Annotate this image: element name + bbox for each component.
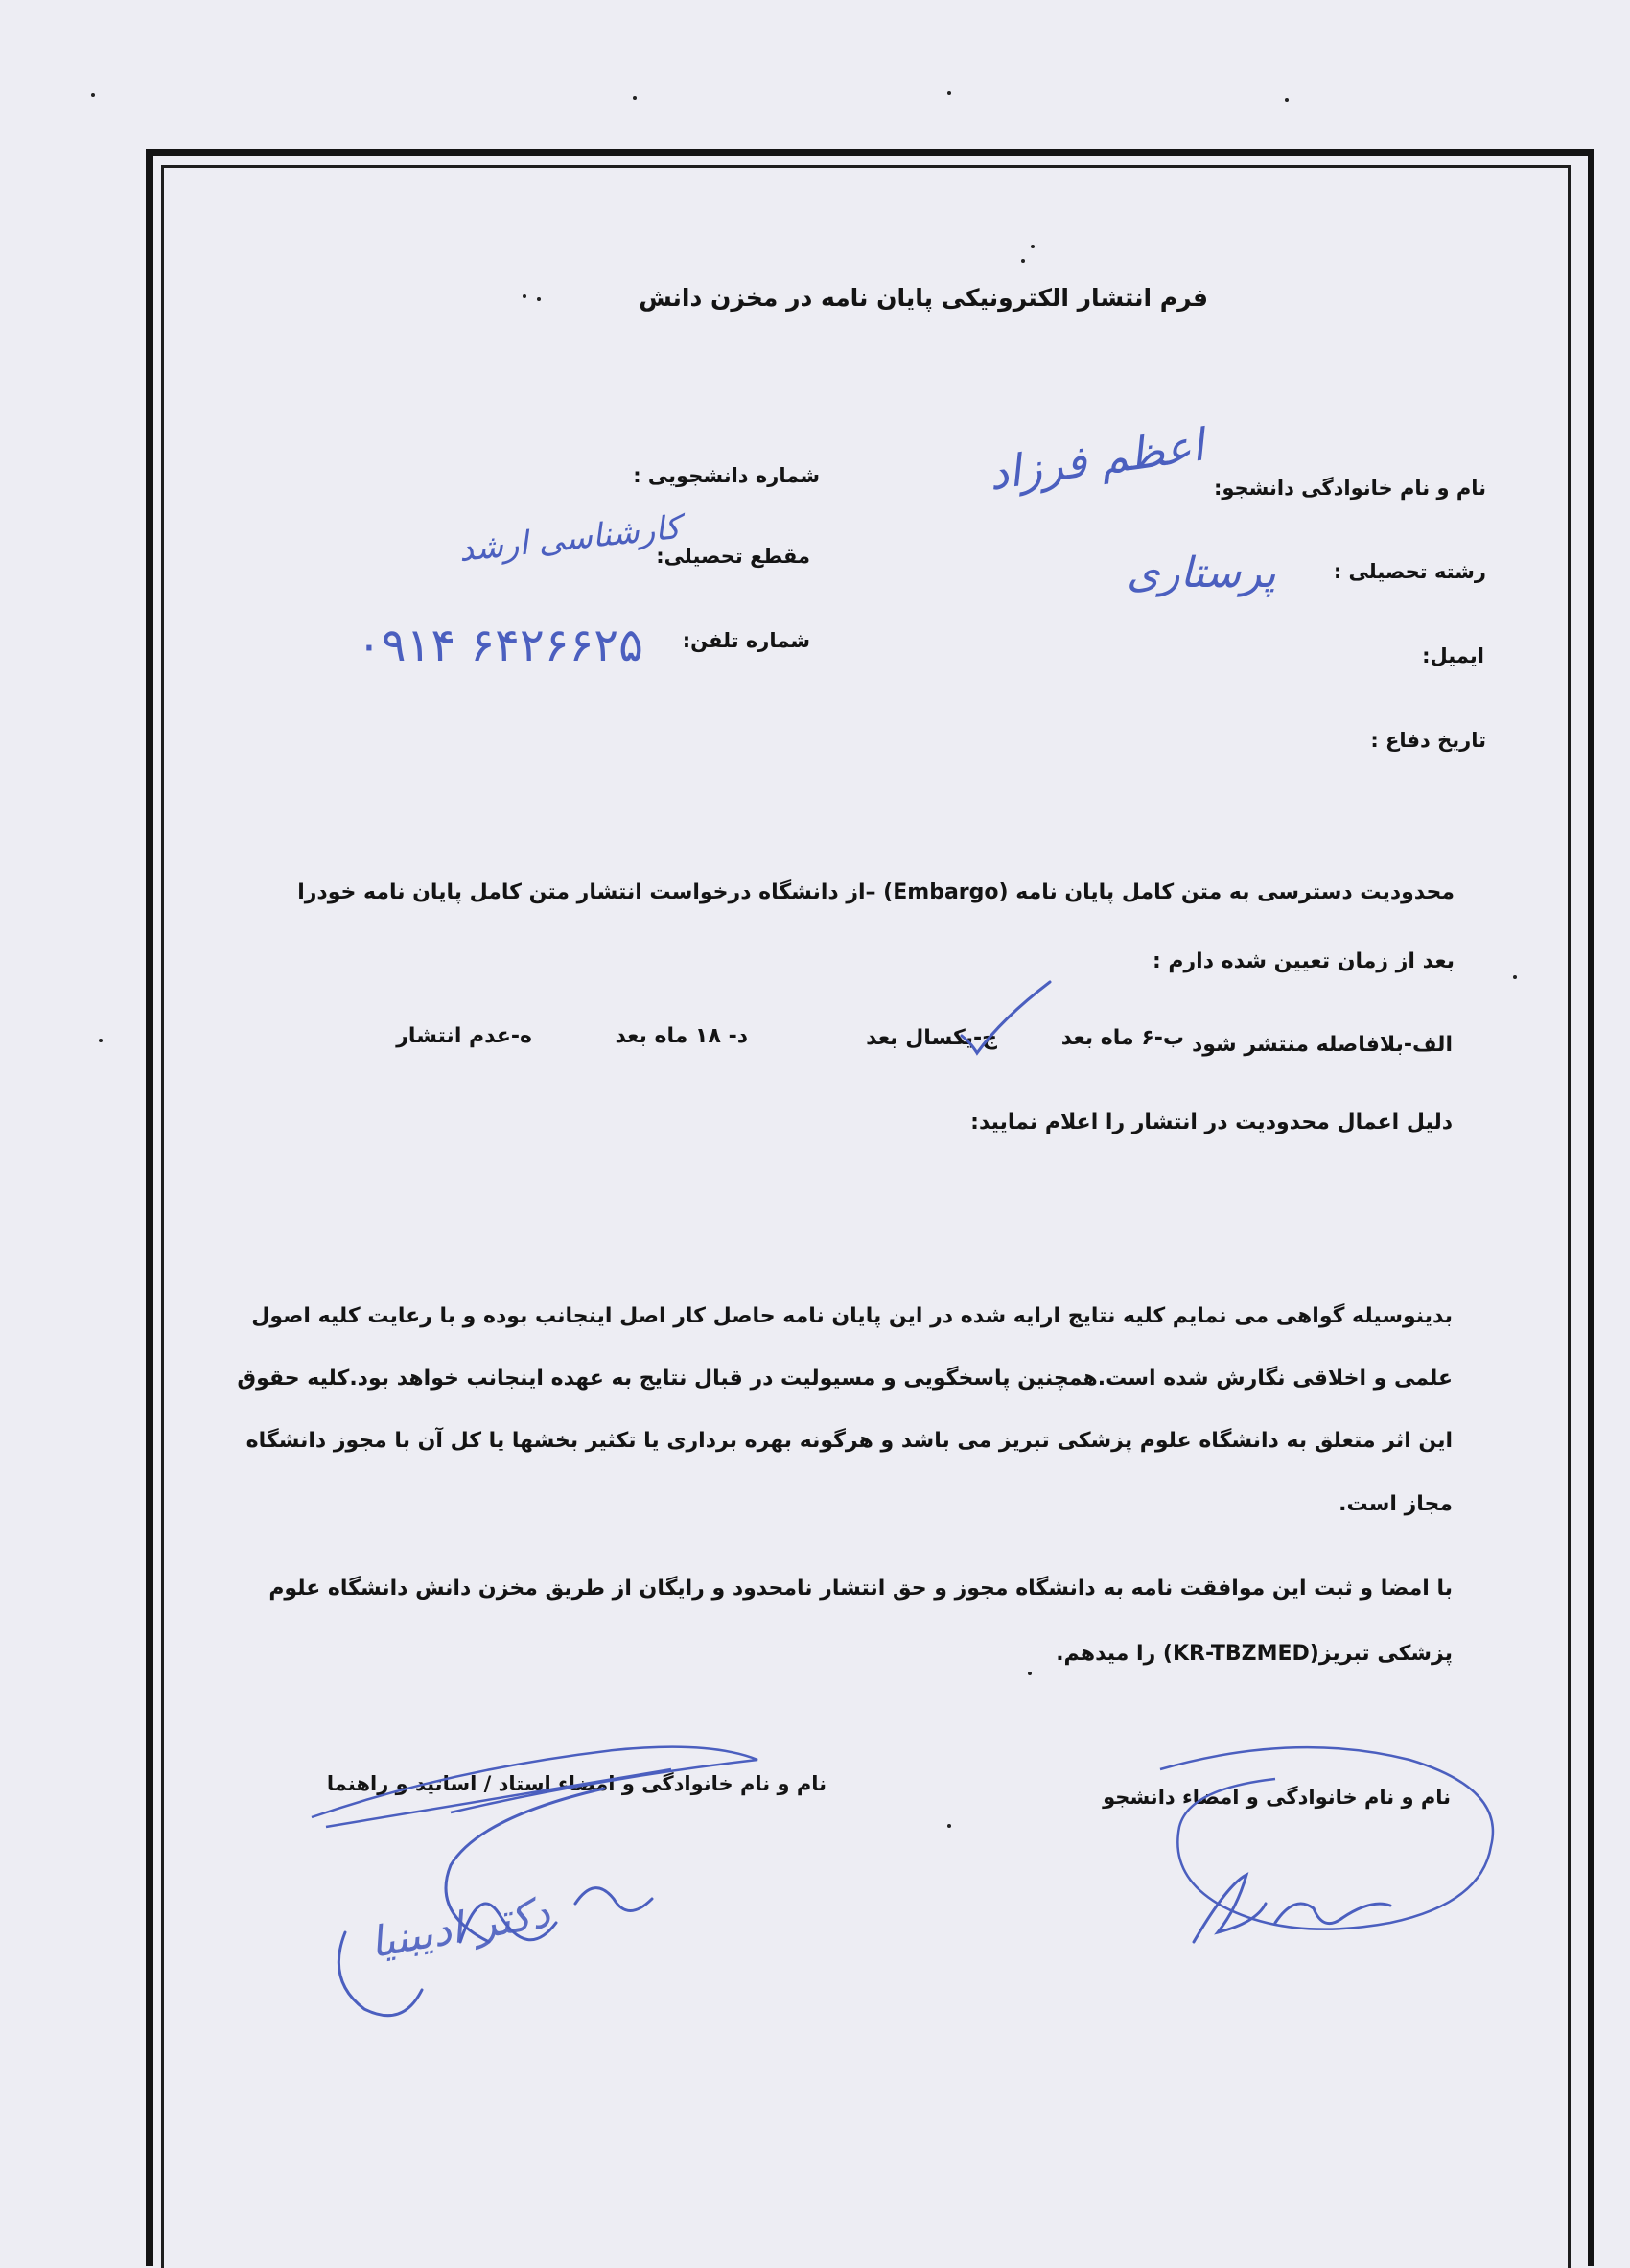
embargo-option-b[interactable]: ب-۶ ماه بعد bbox=[1060, 1026, 1184, 1050]
scan-speck bbox=[947, 91, 951, 95]
handwritten-student-name: ا‌عظم فرزاد bbox=[985, 418, 1207, 501]
scan-speck bbox=[99, 1039, 103, 1042]
embargo-option-a[interactable]: الف-بلافاصله منتشر شود bbox=[1191, 1033, 1453, 1057]
scan-speck bbox=[1031, 245, 1035, 248]
embargo-option-e[interactable]: ه-عدم انتشار bbox=[396, 1024, 532, 1048]
field-of-study-label: رشته تحصیلی : bbox=[1333, 560, 1486, 583]
student-id-label: شماره دانشجویی : bbox=[633, 464, 820, 487]
declaration-line1: بدینوسیله گواهی می نمایم کلیه نتایج ارایه شده در این پایان نامه حاصل کار اصل اینجانب بوده و با رعایت کلیه اصول bbox=[251, 1304, 1453, 1328]
scan-speck bbox=[523, 294, 526, 298]
handwritten-phone: ۰۹۱۴ ۶۴۲۶۶۲۵ bbox=[357, 619, 643, 672]
student-signature-image bbox=[1103, 1741, 1515, 1990]
student-name-label: نام و نام خانوادگی دانشجو: bbox=[1213, 477, 1486, 500]
embargo-option-d[interactable]: د- ۱۸ ماه بعد bbox=[615, 1024, 748, 1048]
handwritten-degree: کارشناسی ارشد bbox=[456, 507, 683, 571]
declaration-line4: مجاز است. bbox=[1339, 1492, 1453, 1516]
scan-speck bbox=[91, 93, 95, 97]
declaration-line3: این اثر متعلق به دانشگاه علوم پزشکی تبریز می باشد و هرگونه بهره برداری یا تکثیر بخشها یا کل آن با مجوز دانشگاه bbox=[245, 1429, 1453, 1453]
scan-speck bbox=[1285, 98, 1289, 102]
scan-speck bbox=[1021, 259, 1025, 263]
supervisor-signature-label: نام و نام خانوادگی و امضاء استاد / اساتید و راهنما bbox=[326, 1772, 827, 1795]
handwritten-supervisor-name: دکتر ادیبنیا bbox=[366, 1887, 554, 1969]
declaration-line2: علمی و اخلاقی نگارش شده است.همچنین پاسخگویی و مسیولیت در قبال نتایج به عهده اینجانب خواهد بود.کلیه حقوق bbox=[237, 1367, 1453, 1391]
supervisor-signature-image bbox=[307, 1731, 805, 2038]
license-line1: با امضا و ثبت این موافقت نامه به دانشگاه مجوز و حق انتشار نامحدود و رایگان از طریق مخزن دانش دانشگاه علوم bbox=[268, 1577, 1453, 1601]
embargo-reason-label: دلیل اعمال محدودیت در انتشار را اعلام نمایید: bbox=[970, 1111, 1453, 1134]
scan-speck bbox=[633, 96, 637, 100]
embargo-option-c[interactable]: ج-یکسال بعد bbox=[866, 1026, 997, 1050]
scan-speck bbox=[947, 1824, 951, 1828]
phone-label: شماره تلفن: bbox=[682, 629, 810, 652]
checkmark-icon bbox=[954, 976, 1060, 1063]
license-line2: پزشکی تبریز(KR-TBZMED) را میدهم. bbox=[1056, 1642, 1453, 1666]
scan-speck bbox=[537, 297, 541, 301]
embargo-text-line2: بعد از زمان تعیین شده دارم : bbox=[1152, 949, 1455, 973]
embargo-text-line1: محدودیت دسترسی به متن کامل پایان نامه (Embargo) –از دانشگاه درخواست انتشار متن کامل پایان نامه خودرا bbox=[297, 880, 1455, 904]
degree-label: مقطع تحصیلی: bbox=[656, 545, 810, 568]
handwritten-field-of-study: پرستاری bbox=[1127, 549, 1276, 597]
scan-speck bbox=[1513, 975, 1517, 979]
defense-date-label: تاریخ دفاع : bbox=[1370, 729, 1486, 752]
scan-speck bbox=[1028, 1672, 1032, 1675]
form-title: فرم انتشار الکترونیکی پایان نامه در مخزن دانش bbox=[639, 284, 1208, 312]
student-signature-label: نام و نام خانوادگی و امضاء دانشجو bbox=[1103, 1786, 1451, 1809]
email-label: ایمیل: bbox=[1422, 644, 1484, 667]
